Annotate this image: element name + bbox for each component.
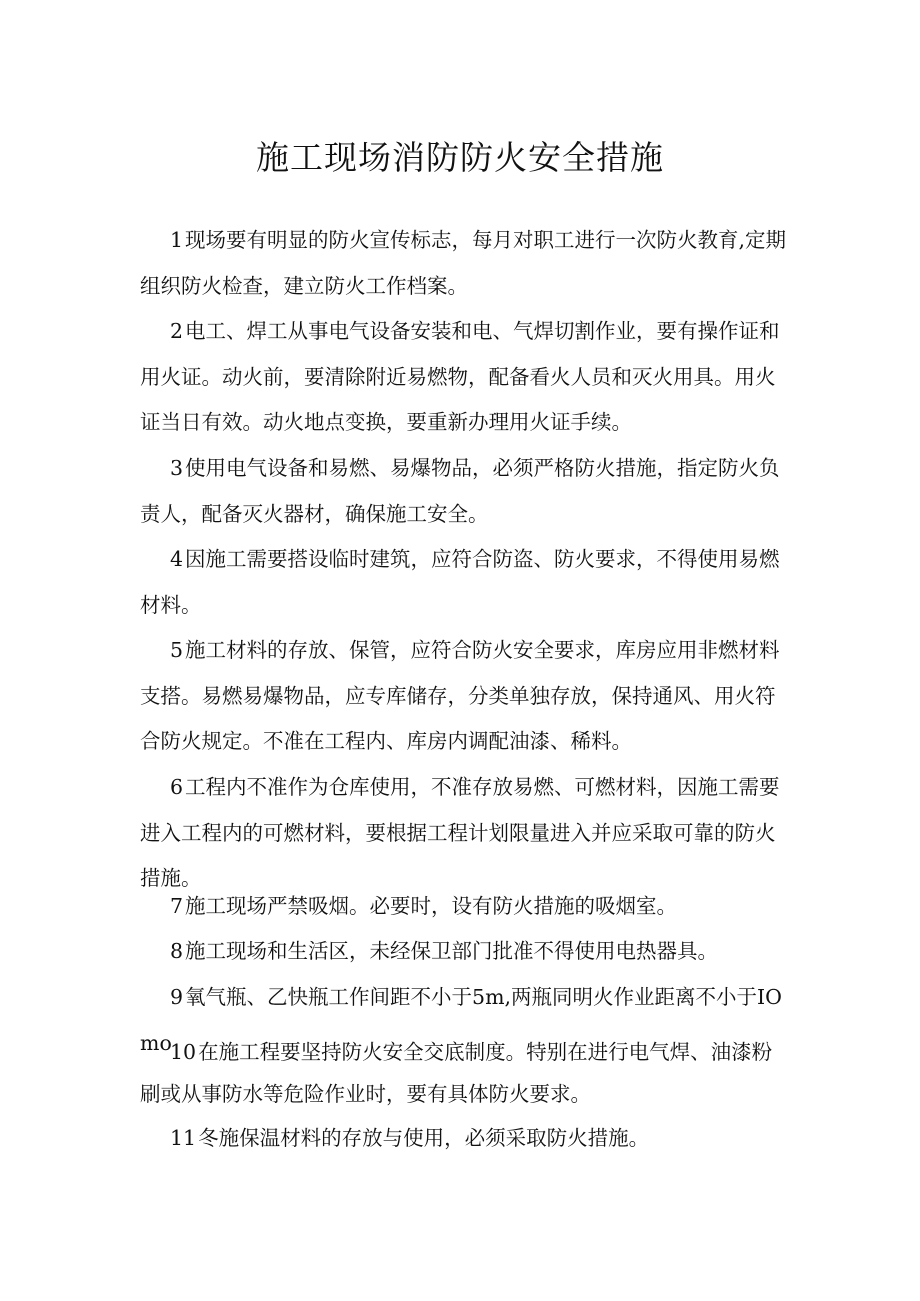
item-number: 8 — [170, 939, 184, 963]
item-number: 2 — [170, 319, 184, 343]
list-item — [140, 446, 790, 537]
item-text: 施工现场和生活区，未经保卫部门批准不得使用电热器具。 — [185, 939, 719, 963]
page-title: 施工现场消防防火安全措施 — [256, 138, 664, 177]
item-text: 电工、焊工从事电气设备安装和电、气焊切割作业，要有操作证和用火证。动火前，要清除附近易燃物，配备看火人员和灭火用具。用火证当日有效。动火地点变换，要重新办理用火证手续。 — [140, 319, 780, 434]
list-item — [140, 1031, 790, 1115]
list-item — [140, 628, 790, 765]
item-number: 10 — [170, 1040, 197, 1064]
list-item — [140, 1116, 790, 1162]
item-number: 9 — [170, 985, 184, 1009]
item-text: 氧气瓶、乙快瓶工作间距不小于5m,两瓶同明火作业距离不小于IOmo — [140, 985, 782, 1055]
list-item — [140, 218, 790, 309]
item-text: 冬施保温材料的存放与使用，必须采取防火措施。 — [198, 1126, 650, 1150]
list-item — [140, 929, 790, 975]
item-number: 1 — [170, 228, 184, 252]
item-text: 因施工需要搭设临时建筑，应符合防盗、防火要求，不得使用易燃材料。 — [140, 547, 780, 617]
item-text: 施工现场严禁吸烟。必要时，设有防火措施的吸烟室。 — [185, 894, 678, 918]
list-item — [140, 309, 790, 446]
item-number: 5 — [170, 638, 184, 662]
list-item — [140, 537, 790, 628]
item-number: 7 — [170, 894, 184, 918]
item-text: 施工材料的存放、保管，应符合防火安全要求，库房应用非燃材料支搭。易燃易爆物品，应专库储存，分类单独存放，保持通风、用火符合防火规定。不准在工程内、库房内调配油漆、稀料。 — [140, 638, 780, 753]
list-item — [140, 884, 790, 930]
item-number: 11 — [170, 1126, 197, 1150]
item-number: 4 — [170, 547, 184, 571]
item-text: 工程内不准作为仓库使用，不准存放易燃、可燃材料，因施工需要进入工程内的可燃材料，要根据工程计划限量进入并应采取可靠的防火措施。 — [140, 775, 780, 890]
list-item — [140, 765, 790, 902]
item-number: 3 — [170, 456, 184, 480]
item-text: 在施工程要坚持防火安全交底制度。特别在进行电气焊、油漆粉刷或从事防水等危险作业时，要有具体防火要求。 — [140, 1040, 773, 1106]
item-number: 6 — [170, 775, 184, 799]
item-text: 现场要有明显的防火宣传标志，每月对职工进行一次防火教育,定期组织防火检查，建立防火工作档案。 — [140, 228, 787, 298]
item-text: 使用电气设备和易燃、易爆物品，必须严格防火措施，指定防火负责人，配备灭火器材，确保施工安全。 — [140, 456, 780, 526]
